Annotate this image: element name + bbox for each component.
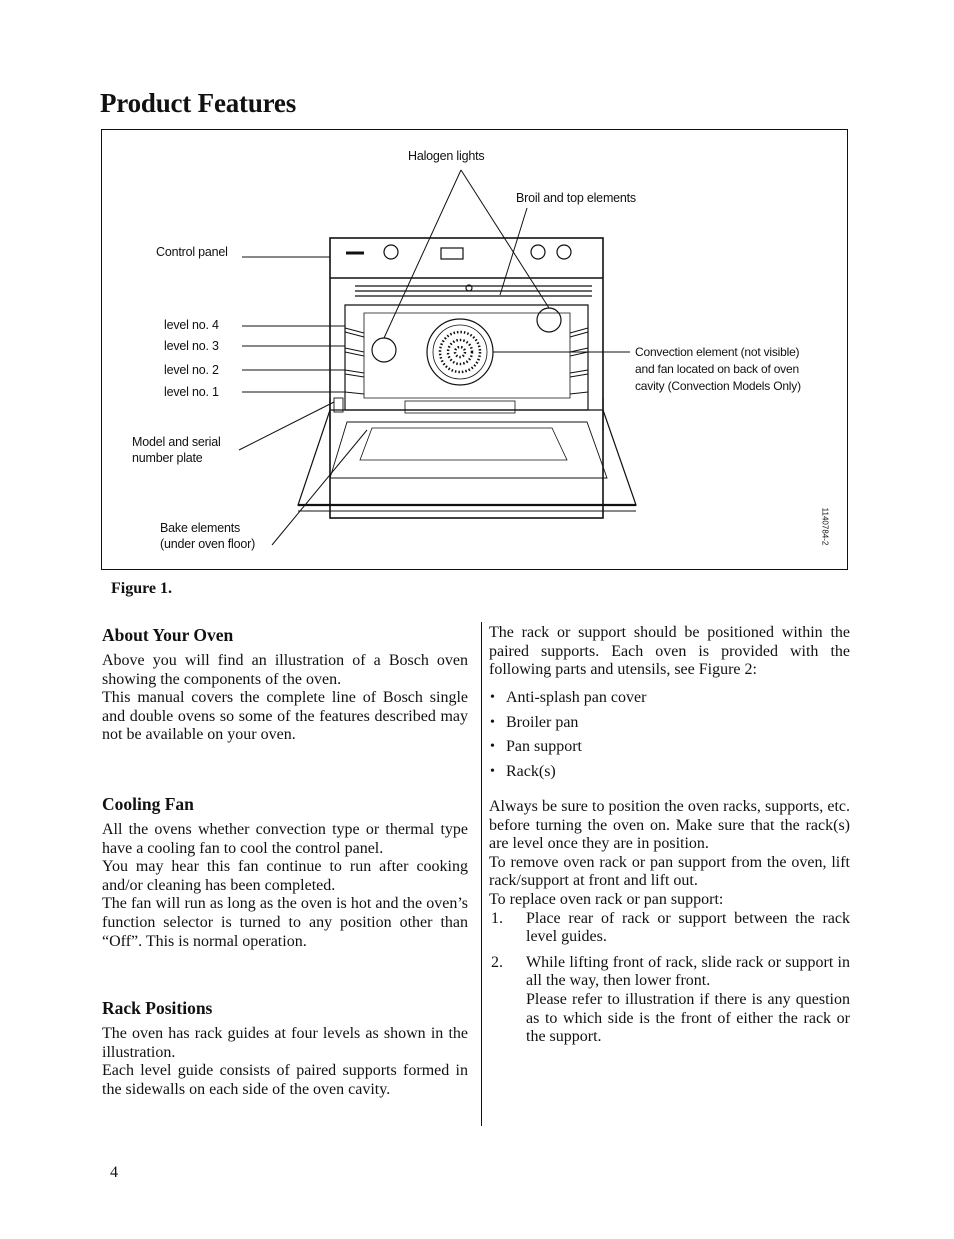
label-level-1: level no. 1 xyxy=(164,385,219,399)
step-text: Place rear of rack or support between the rack level guides. xyxy=(526,909,850,946)
oven-door xyxy=(298,410,636,505)
label-convection-line3: cavity (Convection Models Only) xyxy=(635,379,801,393)
label-bake-line2: (under oven floor) xyxy=(160,537,256,551)
left-column xyxy=(102,624,468,1100)
label-bake-elements xyxy=(160,520,255,552)
list-item: • Broiler pan xyxy=(489,711,850,736)
label-halogen-lights: Halogen lights xyxy=(408,149,485,163)
right-column xyxy=(489,624,850,1047)
figure-code: 1140784-2 xyxy=(820,507,830,546)
step-item xyxy=(489,954,850,1047)
list-item: • Anti-splash pan cover xyxy=(489,686,850,711)
heading-about-your-oven: About Your Oven xyxy=(102,625,234,645)
heading-rack-positions: Rack Positions xyxy=(102,998,213,1019)
list-item: • Rack(s) xyxy=(489,760,850,785)
convection-fan xyxy=(427,319,493,385)
label-model-serial-line2: number plate xyxy=(132,451,203,465)
about-paragraph-2: This manual covers the complete line of Bosch single and double ovens so some of the features described may not be available on your oven. xyxy=(102,689,468,744)
cooling-paragraph-2: You may hear this fan continue to run after cooking and/or cleaning has been completed. xyxy=(102,858,468,894)
leader-lines xyxy=(239,170,630,545)
oven-cavity xyxy=(345,305,588,410)
step-number: 2. xyxy=(491,953,503,971)
page-number: 4 xyxy=(110,1164,118,1181)
knob-right-1 xyxy=(531,245,545,259)
oven-figure xyxy=(101,129,848,570)
rack-paragraph-1: The oven has rack guides at four levels as shown in the illustration. xyxy=(102,1025,468,1061)
cooling-paragraph-3: The fan will run as long as the oven is hot and the oven’s function selector is turned to any position other than “Off”. This is normal operation. xyxy=(102,895,468,950)
label-convection-line2: and fan located on back of oven xyxy=(635,362,799,376)
label-convection xyxy=(635,344,801,395)
label-model-serial-line1: Model and serial xyxy=(132,435,221,449)
label-convection-line1: Convection element (not visible) xyxy=(635,345,800,359)
label-level-4: level no. 4 xyxy=(164,318,219,332)
knob-right-2 xyxy=(557,245,571,259)
right-paragraph-1: Always be sure to position the oven racks, supports, etc. before turning the oven on. Make sure that the rack(s) are level once they are in position. xyxy=(489,797,850,853)
utensil-list xyxy=(489,686,850,785)
step-text: While lifting front of rack, slide rack or support in all the way, then lower front. xyxy=(526,953,850,990)
heading-cooling-fan: Cooling Fan xyxy=(102,793,194,814)
step-item xyxy=(489,910,850,947)
rack-guides-right xyxy=(570,328,588,394)
rack-guides-left xyxy=(345,328,364,394)
label-control-panel: Control panel xyxy=(156,245,228,259)
label-broil-top-elements: Broil and top elements xyxy=(516,191,636,205)
step-text-continued: Please refer to illustration if there is any question as to which side is the front of either the rack or the support. xyxy=(526,990,850,1046)
right-paragraph-3: To replace oven rack or pan support: xyxy=(489,890,724,908)
cooling-paragraph-1: All the ovens whether convection type or thermal type have a cooling fan to cool the control panel. xyxy=(102,820,468,857)
knob-left xyxy=(384,245,398,259)
right-intro: The rack or support should be positioned within the paired supports. Each oven is provided with the following parts and utensils, see Figure 2: xyxy=(489,624,850,679)
step-number: 1. xyxy=(491,909,503,927)
halogen-light-left xyxy=(372,338,396,362)
right-paragraph-2: To remove oven rack or pan support from the oven, lift rack/support at front and lift out. xyxy=(489,853,850,890)
label-bake-line1: Bake elements xyxy=(160,521,241,535)
label-level-3: level no. 3 xyxy=(164,339,219,353)
about-paragraph-1: Above you will find an illustration of a Bosch oven showing the components of the oven. xyxy=(102,652,468,688)
display-window xyxy=(441,248,463,259)
halogen-light-right xyxy=(537,308,561,332)
label-level-2: level no. 2 xyxy=(164,363,219,377)
page-title: Product Features xyxy=(100,88,297,118)
replace-steps xyxy=(489,910,850,1047)
list-item: • Pan support xyxy=(489,735,850,760)
label-model-serial xyxy=(132,434,221,466)
rack-paragraph-2: Each level guide consists of paired supports formed in the sidewalls on each side of the oven cavity. xyxy=(102,1062,468,1098)
column-divider xyxy=(481,622,482,1126)
figure-caption: Figure 1. xyxy=(111,580,173,597)
